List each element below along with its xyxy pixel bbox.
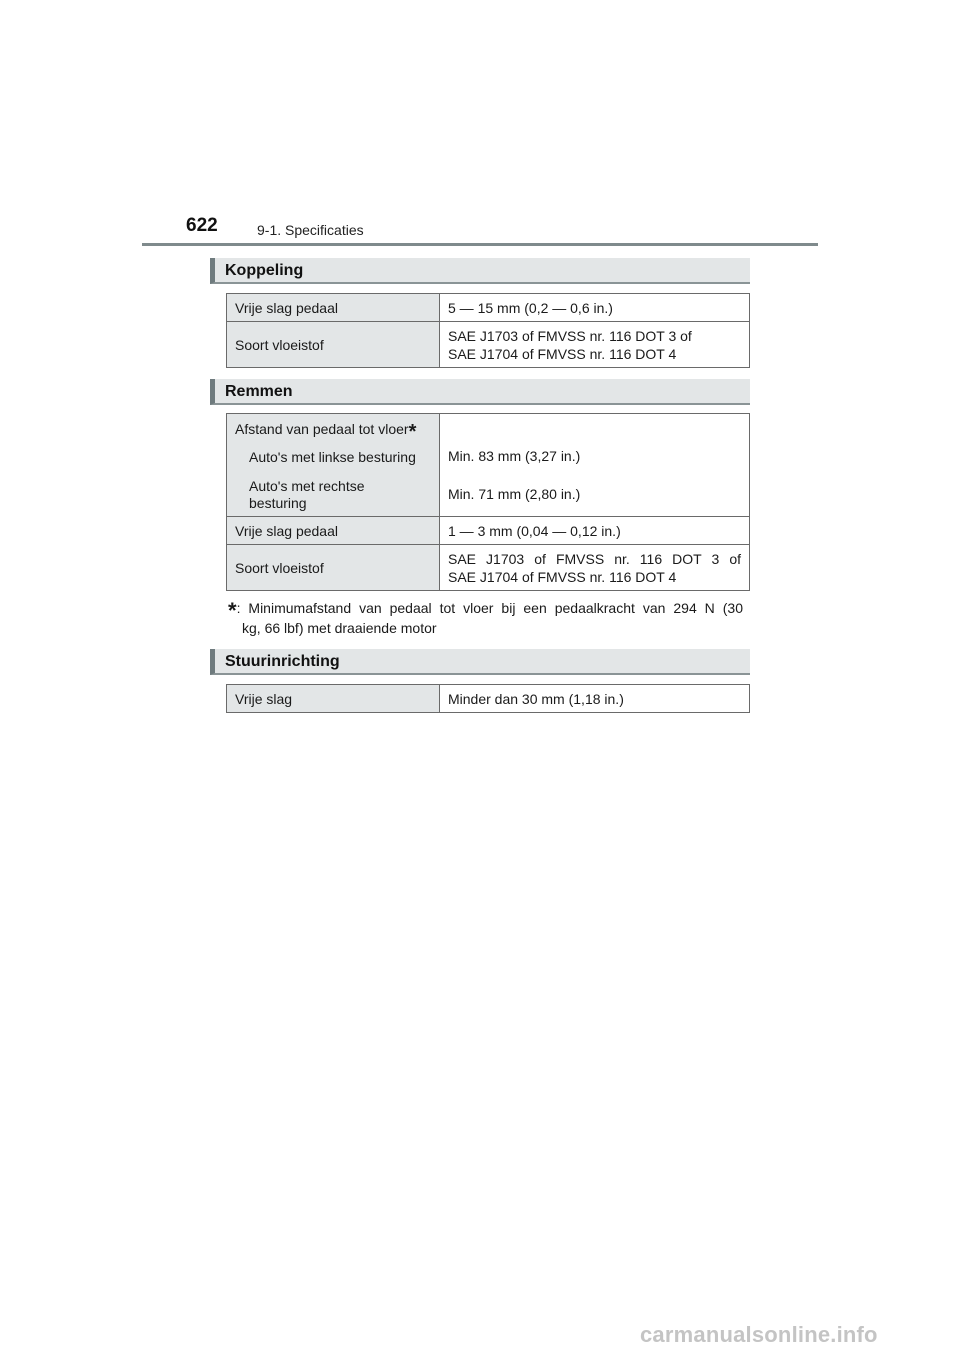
spec-value: 5 — 15 mm (0,2 — 0,6 in.) — [440, 294, 750, 322]
page-number: 622 — [186, 215, 218, 236]
section-heading-remmen — [210, 379, 750, 405]
table-row — [227, 414, 750, 517]
footnote-marker: * — [228, 598, 237, 623]
distance-value: Min. 71 mm (2,80 in.) — [448, 486, 581, 502]
section-label: 9-1. Specificaties — [257, 222, 364, 238]
spec-label: Vrije slag pedaal — [227, 517, 440, 545]
table-row — [227, 545, 750, 591]
header-rule — [142, 243, 818, 246]
distance-value: Min. 83 mm (3,27 in.) — [448, 448, 581, 464]
spec-label: Vrije slag — [227, 685, 440, 713]
section-title: Stuurinrichting — [225, 653, 340, 670]
section-title: Koppeling — [225, 262, 304, 279]
footnote-line — [228, 598, 743, 623]
table-row — [227, 685, 750, 713]
table-row — [227, 517, 750, 545]
spec-table-stuurinrichting — [226, 684, 750, 713]
distance-sub-label: Auto's met linkse besturing — [249, 449, 416, 465]
table-row — [227, 322, 750, 368]
distance-label: Afstand van pedaal tot vloer — [235, 421, 409, 437]
spec-label: Vrije slag pedaal — [227, 294, 440, 322]
spec-label: Soort vloeistof — [227, 545, 440, 591]
spec-table-remmen — [226, 413, 750, 591]
spec-value: Minder dan 30 mm (1,18 in.) — [440, 685, 750, 713]
distance-sub-label: Auto's met rechtse — [249, 478, 365, 494]
spec-value-line: SAE J1704 of FMVSS nr. 116 DOT 4 — [448, 345, 677, 362]
spec-value-line: SAE J1704 of FMVSS nr. 116 DOT 4 — [448, 568, 677, 585]
table-row — [227, 294, 750, 322]
spec-label: Soort vloeistof — [227, 322, 440, 368]
spec-label — [227, 414, 440, 517]
spec-value — [440, 414, 750, 517]
spec-table-koppeling — [226, 293, 750, 368]
spec-value-line: SAE J1703 of FMVSS nr. 116 DOT 3 of — [448, 550, 741, 567]
spec-value — [440, 545, 750, 591]
distance-sub-label: besturing — [249, 495, 307, 511]
spec-value — [440, 322, 750, 368]
section-heading-stuurinrichting — [210, 649, 750, 675]
spec-value: 1 — 3 mm (0,04 — 0,12 in.) — [440, 517, 750, 545]
footnote-line: kg, 66 lbf) met draaiende motor — [242, 620, 437, 636]
spec-value-line: SAE J1703 of FMVSS nr. 116 DOT 3 of — [448, 327, 692, 344]
footnote-marker: * — [408, 421, 417, 443]
distance-label-line — [235, 420, 431, 443]
footnote — [228, 598, 743, 638]
section-heading-koppeling — [210, 258, 750, 284]
section-title: Remmen — [225, 383, 293, 400]
footnote-text: : Minimumafstand van pedaal tot vloer bij een pedaalkracht van 294 N (30 — [236, 600, 743, 616]
watermark: carmanualsonline.info — [640, 1322, 878, 1347]
